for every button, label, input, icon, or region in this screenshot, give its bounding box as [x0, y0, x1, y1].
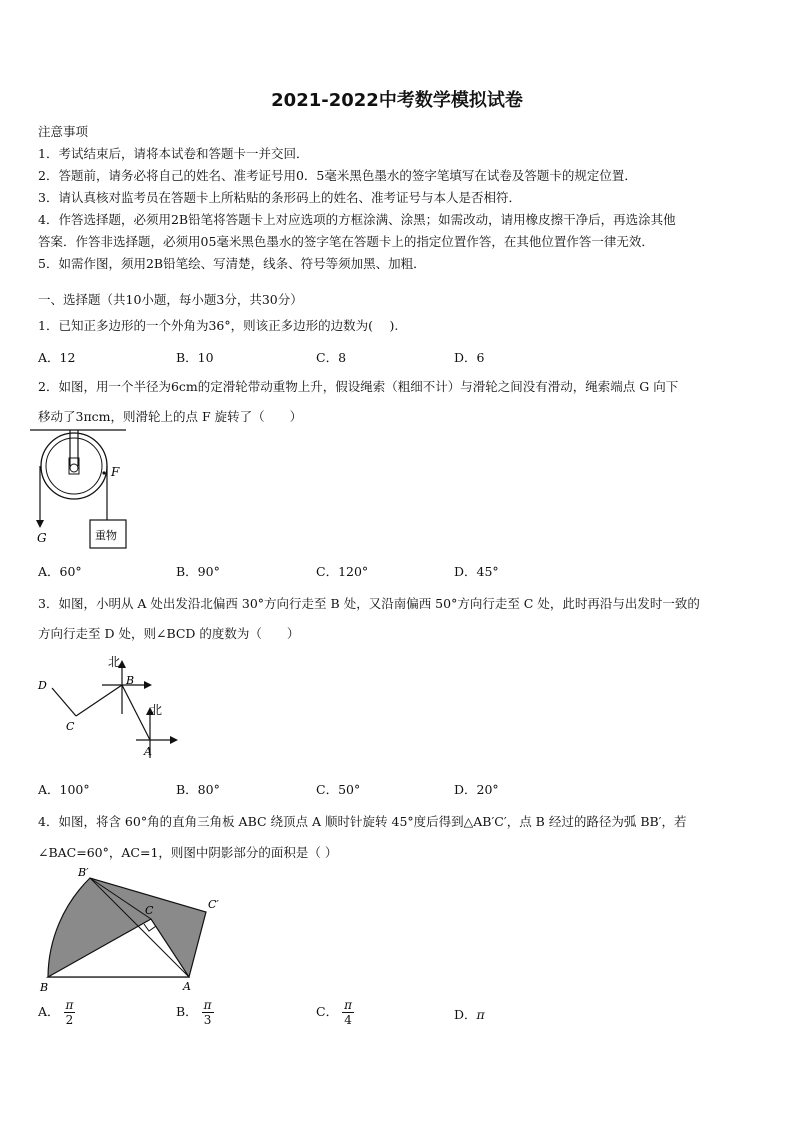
option-b	[176, 998, 214, 1027]
notes-line: 2．答题前，请务必将自己的姓名、准考证号用0．5毫米黑色墨水的签字笔填写在试卷及答题卡的规定位置．	[38, 168, 637, 183]
option-letter: C．	[316, 1004, 339, 1019]
option-a	[38, 998, 75, 1027]
page-title: 2021-2022中考数学模拟试卷	[271, 90, 523, 111]
question-3-options	[38, 780, 758, 800]
question-1-stem: 1．已知正多边形的一个外角为36°，则该正多边形的边数为( ).	[38, 318, 399, 333]
pulley-figure	[30, 428, 140, 552]
option-value: π	[476, 1007, 485, 1022]
fraction-denominator: 2	[65, 1013, 74, 1027]
question-4-stem: ∠BAC=60°，AC=1，则图中阴影部分的面积是（ ）	[38, 845, 338, 860]
fraction	[202, 998, 214, 1027]
question-1-options	[38, 348, 758, 368]
notes-line: 5．如需作图，须用2B铅笔绘、写清楚，线条、符号等须加黑、加粗．	[38, 256, 426, 271]
fraction	[342, 998, 354, 1027]
question-2-stem: 移动了3πcm，则滑轮上的点 F 旋转了（ ）	[38, 409, 303, 424]
option-a: A．100°	[38, 782, 90, 797]
notes-heading: 注意事项	[38, 124, 89, 139]
notes-line: 答案．作答非选择题，必须用05毫米黑色墨水的签字笔在答题卡上的指定位置作答，在其他位置作答一律无效．	[38, 234, 654, 249]
option-c	[316, 998, 354, 1027]
label-g: G	[37, 531, 47, 545]
fraction-numerator: π	[344, 998, 352, 1012]
option-b: B．10	[176, 350, 214, 365]
label-b: B	[40, 981, 49, 994]
label-c: C	[145, 904, 154, 917]
fraction-numerator: π	[203, 998, 212, 1012]
weight-label: 重物	[95, 529, 117, 542]
question-2-options	[38, 562, 758, 582]
option-d: D．6	[454, 350, 485, 365]
label-c-prime: C′	[208, 898, 219, 911]
notes-line: 4．作答选择题，必须用2B铅笔将答题卡上对应选项的方框涂满、涂黑；如需改动，请用橡皮擦干净后，再选涂其他	[38, 212, 676, 227]
label-a: A	[144, 745, 152, 758]
option-c: C．50°	[316, 782, 361, 797]
option-b: B．90°	[176, 564, 220, 579]
option-letter: D．	[454, 1007, 477, 1022]
notes-line: 3．请认真核对监考员在答题卡上所粘贴的条形码上的姓名、准考证号与本人是否相符．	[38, 190, 521, 205]
option-d	[454, 1005, 485, 1023]
option-b: B．80°	[176, 782, 220, 797]
option-a: A．12	[38, 350, 76, 365]
label-f: F	[111, 465, 120, 479]
option-d: D．45°	[454, 564, 499, 579]
label-d: D	[38, 679, 47, 692]
north-label: 北	[108, 655, 121, 669]
option-letter: A．	[38, 1004, 60, 1019]
section-heading: 一、选择题（共10小题，每小题3分，共30分）	[38, 292, 303, 307]
label-b-prime: B′	[78, 866, 89, 879]
question-3-stem: 方向行走至 D 处，则∠BCD 的度数为（ ）	[38, 626, 300, 641]
north-label: 北	[150, 703, 163, 717]
option-a: A．60°	[38, 564, 82, 579]
label-a: A	[183, 980, 191, 993]
option-letter: B．	[176, 1004, 198, 1019]
question-4-options	[38, 998, 758, 1034]
rotation-figure	[34, 864, 230, 996]
option-c: C．120°	[316, 564, 369, 579]
fraction-numerator: π	[65, 998, 74, 1012]
fraction	[64, 998, 76, 1027]
direction-figure	[32, 652, 182, 764]
notes-line: 1．考试结束后，请将本试卷和答题卡一并交回．	[38, 146, 309, 161]
question-3-stem: 3．如图，小明从 A 处出发沿北偏西 30°方向行走至 B 处，又沿南偏西 50°方向行走至 C 处，此时再沿与出发时一致的	[38, 596, 700, 611]
fraction-denominator: 4	[344, 1013, 352, 1027]
fraction-denominator: 3	[203, 1013, 212, 1027]
option-d: D．20°	[454, 782, 499, 797]
question-4-stem: 4．如图，将含 60°角的直角三角板 ABC 绕顶点 A 顺时针旋转 45°度后得到△AB′C′，点 B 经过的路径为弧 BB′，若	[38, 814, 687, 829]
question-2-stem: 2．如图，用一个半径为6cm的定滑轮带动重物上升，假设绳索（粗细不计）与滑轮之间没有滑动，绳索端点 G 向下	[38, 379, 679, 394]
label-c: C	[66, 720, 75, 733]
option-c: C．8	[316, 350, 347, 365]
label-b: B	[126, 674, 135, 687]
